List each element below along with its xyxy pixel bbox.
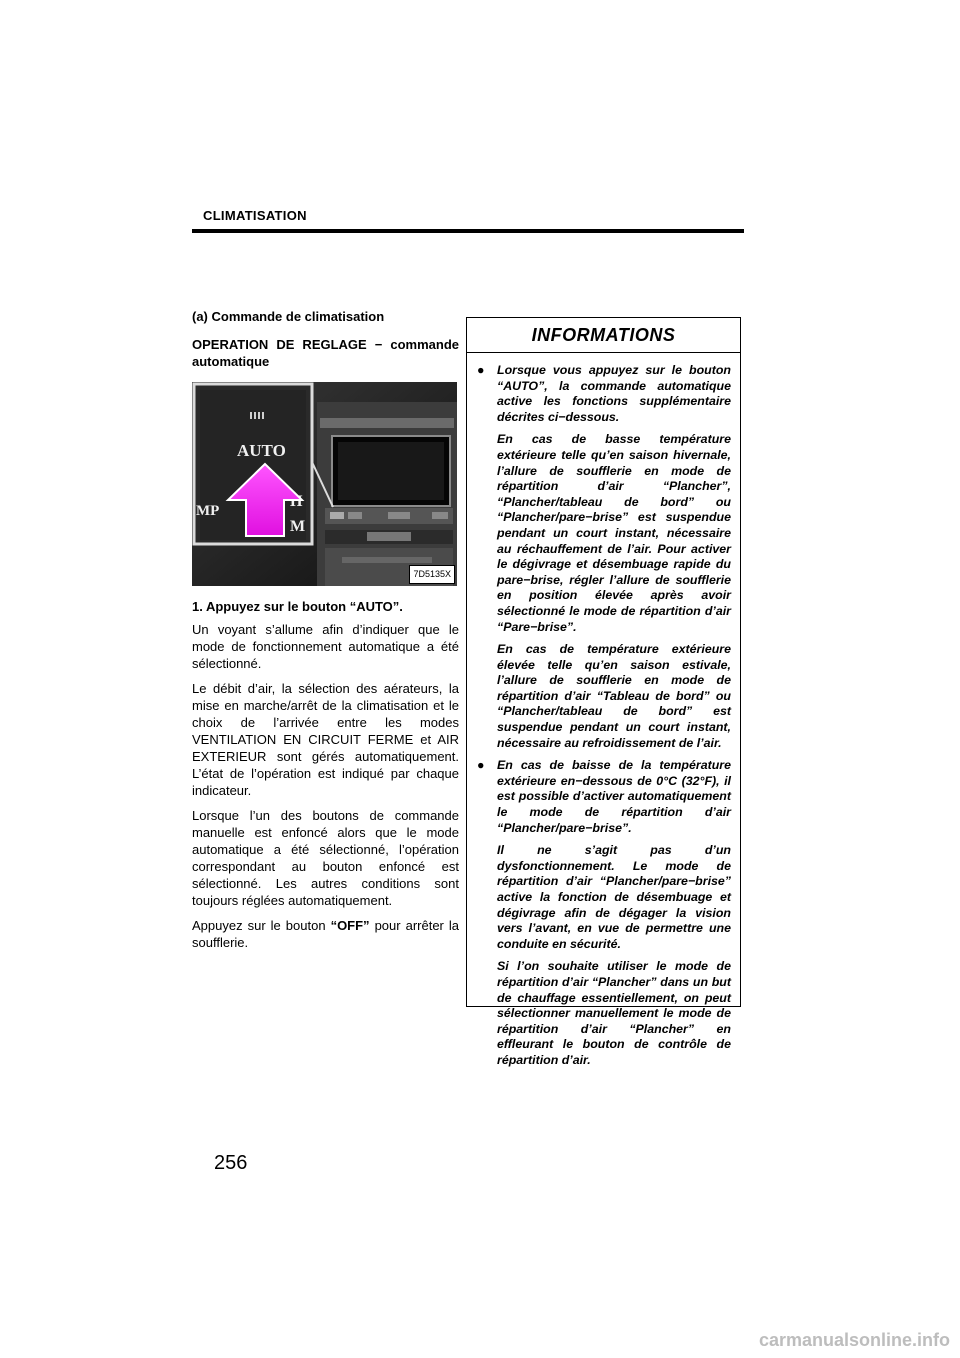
- step-title: 1. Appuyez sur le bouton “AUTO”.: [192, 599, 403, 614]
- informations-box: [466, 317, 741, 1067]
- informations-body: [467, 353, 740, 1069]
- off-label: “OFF”: [330, 918, 370, 933]
- informations-heading: INFORMATIONS: [467, 318, 740, 353]
- dashboard-photo: [192, 382, 457, 586]
- info-item-2: ● En cas de baisse de la température extérieure en−dessous de 0°C (32°F), il est possible d’activer automatiquement le mode de répartition d’air “Plancher/pare−brise”.: [477, 758, 731, 835]
- paragraph-4: Appuyez sur le bouton “OFF” pour arrêter la soufflerie.: [192, 918, 460, 950]
- info-item-2-sub-2: Si l’on souhaite utiliser le mode de répartition d’air “Plancher” dans un but de chauffage essentiellement, on peut sélectionner manuellement le mode de répartition d’air “Plancher” en effleurant le bouton de contrôle de répartition d’air.: [497, 959, 731, 1067]
- auto-label: AUTO: [237, 441, 286, 460]
- left-column: [192, 308, 459, 959]
- info-item-1: ● Lorsque vous appuyez sur le bouton “AUTO”, la commande automatique active les fonctions supplémentaire décrites ci−dessous.: [477, 363, 731, 424]
- mp-label: MP: [196, 503, 220, 519]
- section-title: (a) Commande de climatisation: [192, 309, 385, 324]
- bullet-icon: ●: [477, 363, 485, 377]
- h-label: H: [290, 493, 303, 510]
- page-number: 256: [214, 1152, 248, 1174]
- header-rule: [192, 229, 744, 233]
- info-item-2-sub-1: Il ne s’agit pas d’un dysfonctionnement. Le mode de répartition d’air “Plancher/pare−brise” active la fonction de désembuage et dégivrage afin de dégager la vision vers l’avant, en vue de permettre une conduite en sécurité.: [497, 843, 731, 951]
- info-item-1-sub-1: En cas de basse température extérieure telle qu’en saison hivernale, l’allure de soufflerie en mode de répartition d’air “Plancher”, “Plancher/tableau de bord” ou “Plancher/pare−brise” est suspendue pendant un court instant, nécessaire au réchauffement de l’air. Pour activer le dégivrage et désembuage rapide du pare−brise, régler l’allure de soufflerie en position élevée après avoir sélectionné le mode de répartition d’air “Pare−brise”.: [497, 432, 731, 634]
- info-item-1-sub-2: En cas de température extérieure élevée telle qu’en saison estivale, l’allure de soufflerie en mode de répartition d’air “Tableau de bord” ou “Plancher/tableau de bord” est suspendue pendant un court instant, nécessaire au refroidissement de l’air.: [497, 642, 731, 750]
- operation-title: OPERATION DE REGLAGE − commande automatique: [192, 337, 459, 369]
- paragraph-2: Le débit d’air, la sélection des aérateurs, la mise en marche/arrêt de la climatisation et le choix de l’arrivée entre les modes VENTILATION EN CIRCUIT FERME et AIR EXTERIEUR sont gérés automatiquement. L’état de l’opération est indiqué par chaque indicateur.: [192, 681, 459, 798]
- header-title: CLIMATISATION: [203, 208, 307, 223]
- paragraph-3: Lorsque l’un des boutons de commande manuelle est enfoncé alors que le mode automatique a été sélectionné, l’opération correspondant au bouton enfoncé est sélectionné. Les autres conditions sont toujours réglées automatiquement.: [192, 808, 459, 908]
- dashboard-illustration: [192, 382, 457, 586]
- bullet-icon: ●: [477, 758, 485, 773]
- watermark: carmanualsonline.info: [758, 1330, 950, 1350]
- paragraph-1: Un voyant s’allume afin d’indiquer que le mode de fonctionnement automatique a été sélectionné.: [192, 622, 459, 671]
- figure-code: 7D5135X: [409, 565, 455, 584]
- m-label: M: [290, 518, 306, 535]
